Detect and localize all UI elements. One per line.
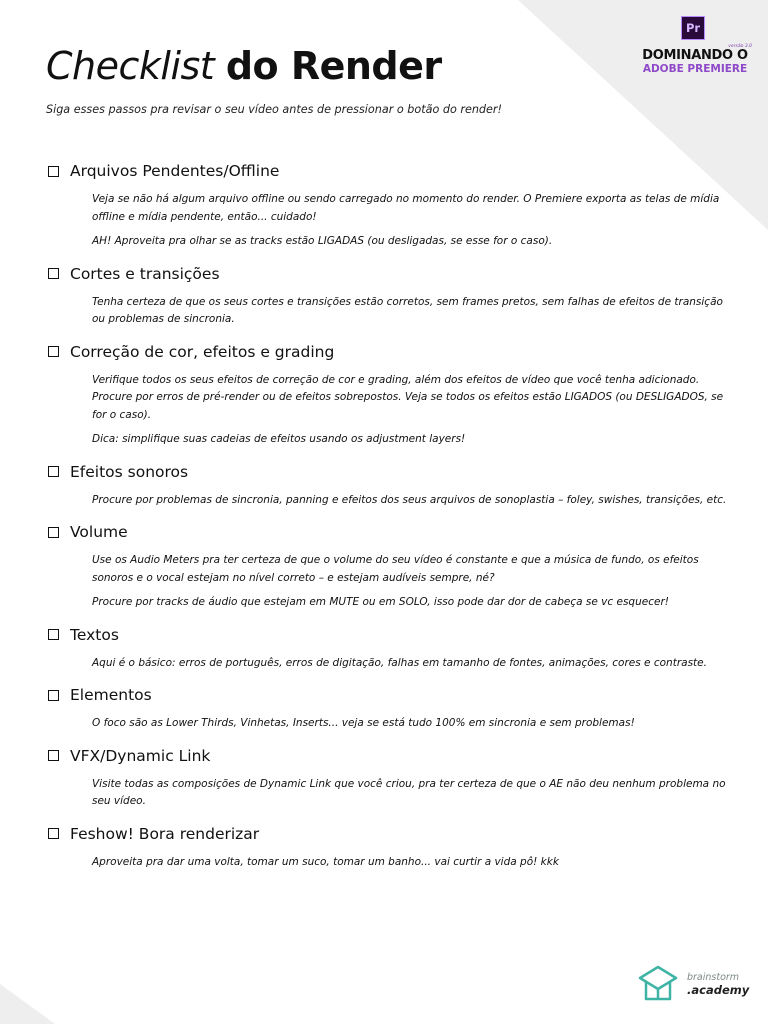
- checklist-item-description: Aqui é o básico: erros de português, erros de digitação, falhas em tamanho de fontes, animações, cores e contraste.: [92, 656, 707, 669]
- checklist-item: [48, 821, 728, 872]
- footer-logo: [636, 962, 756, 1008]
- checklist-item: [48, 622, 728, 673]
- checklist-item: [48, 459, 728, 510]
- checkbox[interactable]: [48, 828, 59, 839]
- checklist-item-header: [48, 158, 728, 184]
- checklist-item-description: AH! Aproveita pra olhar se as tracks estão LIGADAS (ou desligadas, se esse for o caso).: [92, 235, 553, 247]
- checklist-item-description: Visite todas as composições de Dynamic Link que você criou, pra ter certeza de que o AE não deu nenhum problema no seu vídeo.: [92, 777, 726, 807]
- checklist-item-header: [48, 261, 728, 287]
- checklist-item-title: Arquivos Pendentes/Offline: [70, 162, 280, 180]
- checkbox[interactable]: [48, 346, 59, 357]
- page-subtitle: Siga esses passos pra revisar o seu vídeo antes de pressionar o botão do render!: [46, 103, 502, 116]
- checklist-item-title: VFX/Dynamic Link: [70, 746, 211, 765]
- checklist-item-description: Verifique todos os seus efeitos de correção de cor e grading, além dos efeitos de vídeo que você tenha adicionado. Procure por erros de pré-render ou de efeitos sobrepostos. Veja se todos os efeitos estão LIGADOS (ou DESLIGADOS, se for o caso).: [92, 373, 724, 421]
- title-light: Checklist: [46, 44, 215, 88]
- checklist-item-description: Veja se não há algum arquivo offline ou sendo carregado no momento do render. O Premiere exporta as telas de mídia offline e mídia pendente, então... cuidado!: [92, 193, 720, 223]
- checklist-item-title: Feshow! Bora renderizar: [70, 824, 260, 843]
- checklist-item: [48, 743, 728, 811]
- checkbox[interactable]: [48, 466, 59, 477]
- footer-brand-top: brainstorm: [687, 972, 740, 983]
- checklist-item-title: Cortes e transições: [70, 264, 220, 283]
- brand-version: versão 3.0: [728, 44, 752, 49]
- checkbox[interactable]: [48, 527, 59, 538]
- checklist-item-header: [48, 622, 728, 648]
- checklist-item-description: O foco são as Lower Thirds, Vinhetas, Inserts... veja se está tudo 100% em sincronia e sem problemas!: [92, 717, 635, 729]
- checklist-item-header: [48, 519, 728, 545]
- graduation-cap-house-icon: [636, 964, 680, 1004]
- checklist-item: [48, 158, 728, 251]
- corner-decoration-bottom: [0, 984, 55, 1024]
- checklist-item: [48, 519, 728, 612]
- checklist-item-header: [48, 682, 728, 708]
- checklist-item: [48, 682, 728, 733]
- checkbox[interactable]: [48, 690, 59, 701]
- checklist-item-header: [48, 743, 728, 769]
- checkbox[interactable]: [48, 268, 59, 279]
- checklist-item-header: [48, 459, 728, 485]
- title-bold: do Render: [225, 44, 442, 88]
- checklist-item-description: Dica: simplifique suas cadeias de efeitos usando os adjustment layers!: [92, 433, 466, 445]
- checklist-item-description: Aproveita pra dar uma volta, tomar um suco, tomar um banho... vai curtir a vida pô! kkk: [92, 855, 559, 868]
- checklist-item-title: Correção de cor, efeitos e grading: [70, 342, 335, 361]
- checkbox[interactable]: [48, 629, 59, 640]
- checklist-item-title: Elementos: [70, 686, 152, 704]
- brand-line1: DOMINANDO O: [642, 48, 748, 63]
- course-logo: [634, 16, 754, 80]
- checkbox[interactable]: [48, 750, 59, 761]
- checklist-item: [48, 339, 728, 449]
- premiere-icon: Pr: [681, 16, 705, 40]
- checklist-item-description: Tenha certeza de que os seus cortes e transições estão corretos, sem frames pretos, sem falhas de efeitos de transição ou problemas de sincronia.: [92, 295, 723, 325]
- checkbox[interactable]: [48, 166, 59, 177]
- checklist-item-description: Procure por tracks de áudio que estejam em MUTE ou em SOLO, isso pode dar dor de cabeça se vc esquecer!: [92, 596, 669, 608]
- checklist-item-title: Textos: [70, 625, 119, 644]
- checklist-item-title: Efeitos sonoros: [70, 462, 189, 481]
- brand-line2: ADOBE PREMIERE: [642, 63, 748, 75]
- page-title: [46, 44, 442, 88]
- checklist-item-title: Volume: [70, 523, 128, 541]
- checklist-item-description: Use os Audio Meters pra ter certeza de que o volume do seu vídeo é constante e que a música de fundo, os efeitos sonoros e o vocal estejam no nível correto – e estejam audíveis sempre, né?: [92, 554, 699, 584]
- checklist-item-description: Procure por problemas de sincronia, panning e efeitos dos seus arquivos de sonoplastia – foley, swishes, transições, etc.: [92, 493, 727, 506]
- checklist: [48, 158, 728, 871]
- footer-brand-bottom: .academy: [687, 983, 750, 997]
- checklist-item-header: [48, 821, 728, 847]
- checklist-item: [48, 261, 728, 329]
- checklist-item-header: [48, 339, 728, 365]
